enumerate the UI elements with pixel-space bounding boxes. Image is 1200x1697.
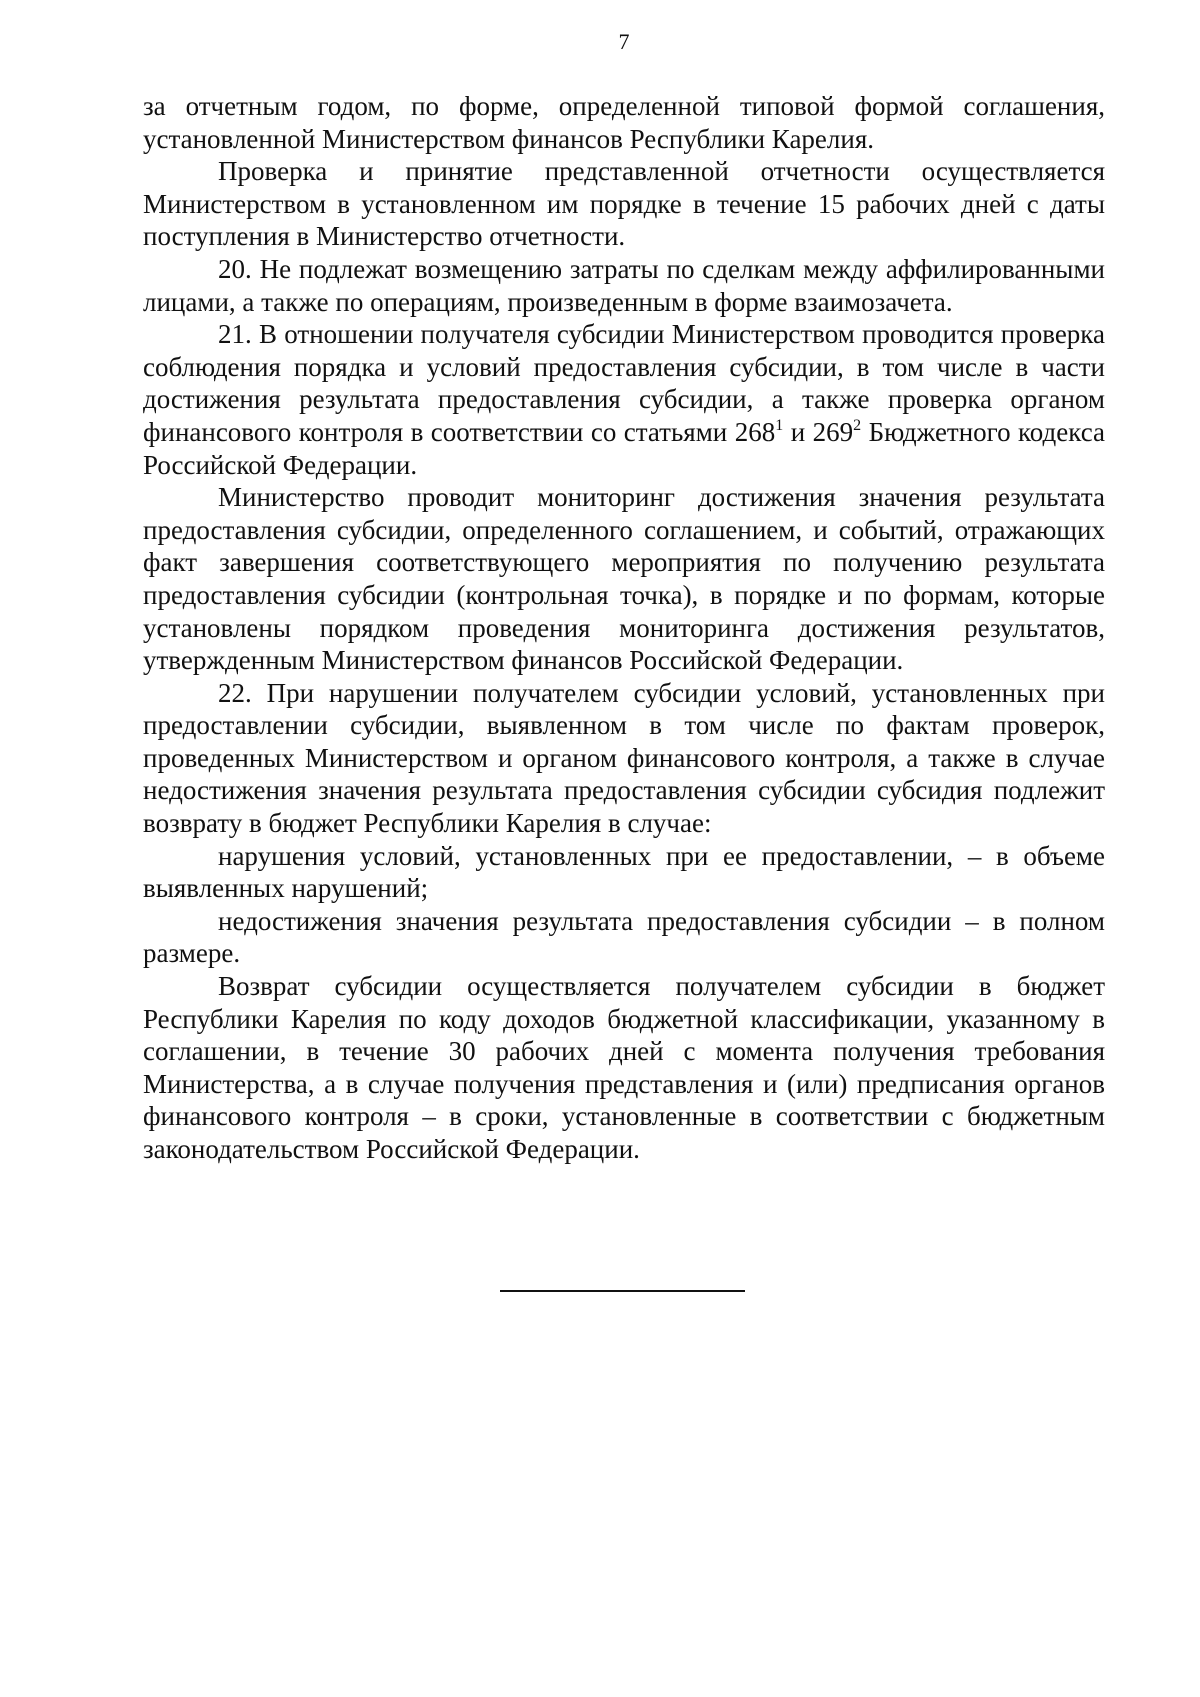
- clause-21-text-b: и 269: [783, 416, 854, 447]
- page-number: 7: [618, 29, 630, 54]
- clause-21-text-a: 21. В отношении получателя субсидии Министерством проводится проверка соблюдения порядка и условий предоставления субсидии, в том числе в части достижения результата предоставления субсидии, а также проверка органом финансового контроля в соответствии со статьями 268: [143, 319, 1105, 447]
- document-body: [143, 90, 1105, 1166]
- clause-21-superscript-2: 2: [853, 416, 862, 434]
- paragraph-refund-procedure: Возврат субсидии осуществляется получателем субсидии в бюджет Республики Карелия по коду доходов бюджетной классификации, указанному в соглашении, в течение 30 рабочих дней с момента получения требования Министерства, а в случае получения представления и (или) предписания органов финансового контроля – в сроки, установленные в соответствии с бюджетным законодательством Российской Федерации.: [143, 971, 1105, 1164]
- paragraph-monitoring: Министерство проводит мониторинг достижения значения результата предоставления субсидии, определенного соглашением, и событий, отражающих факт завершения соответствующего мероприятия по получению результата предоставления субсидии (контрольная точка), в порядке и по формам, которые установлены порядком проведения мониторинга достижения результатов, утвержденным Министерством финансов Российской Федерации.: [143, 482, 1105, 676]
- paragraph-clause-21: [143, 318, 1105, 481]
- paragraph-report-verification: Проверка и принятие представленной отчетности осуществляется Министерством в установленном им порядке в течение 15 рабочих дней с даты поступления в Министерство отчетности.: [143, 156, 1105, 252]
- paragraph-clause-20: 20. Не подлежат возмещению затраты по сделкам между аффилированными лицами, а также по операциям, произведенным в форме взаимозачета.: [143, 253, 1105, 317]
- paragraph-non-achievement-case: недостижения значения результата предоставления субсидии – в полном размере.: [143, 905, 1105, 969]
- clause-21-superscript-1: 1: [775, 416, 784, 434]
- end-of-document-rule: [500, 1290, 745, 1292]
- paragraph-continuation: за отчетным годом, по форме, определенной типовой формой соглашения, установленной Министерством финансов Республики Карелия.: [143, 91, 1105, 154]
- clause-21-text-c: Бюджетного кодекса Российской Федерации.: [143, 416, 1105, 480]
- paragraph-violation-case: нарушения условий, установленных при ее предоставлении, – в объеме выявленных нарушений;: [143, 840, 1105, 904]
- paragraph-clause-22: 22. При нарушении получателем субсидии условий, установленных при предоставлении субсидии, выявленном в том числе по фактам проверок, проведенных Министерством и органом финансового контроля, а также в случае недостижения значения результата предоставления субсидии субсидия подлежит возврату в бюджет Республики Карелия в случае:: [143, 677, 1105, 839]
